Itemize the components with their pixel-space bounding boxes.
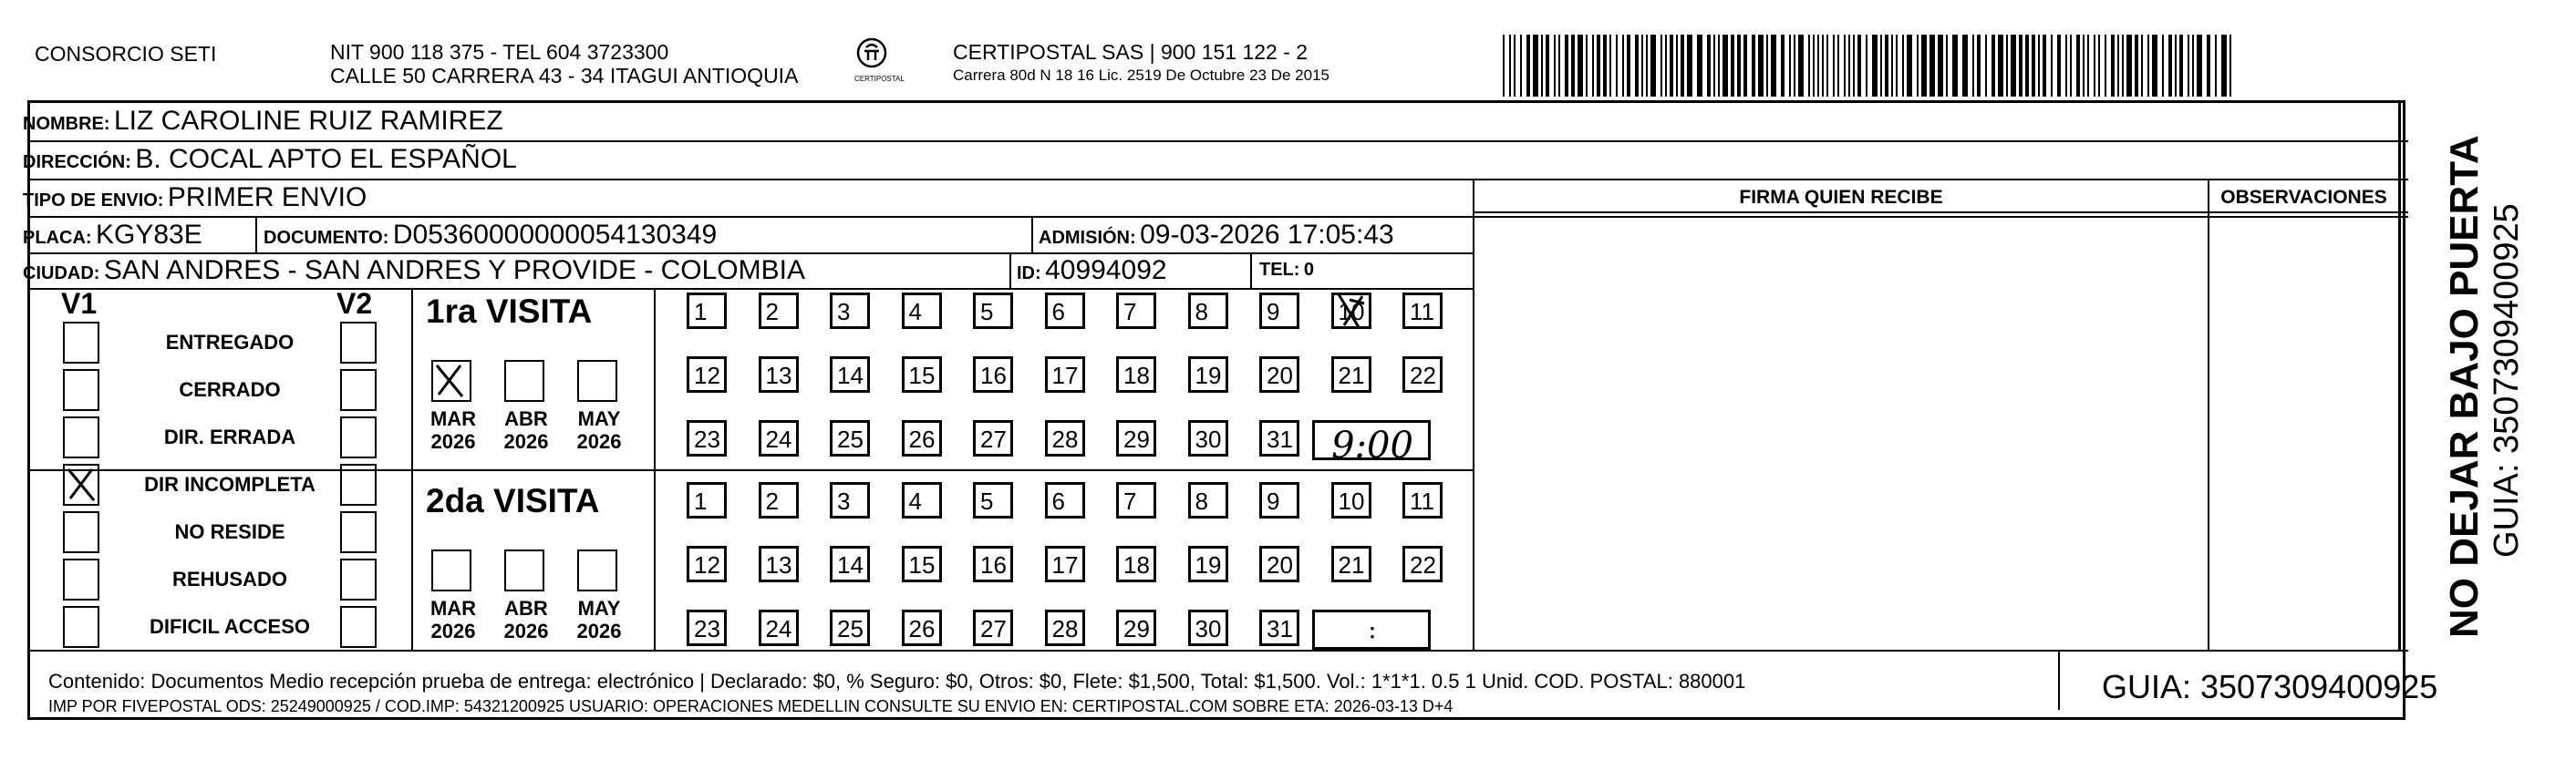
day-number: 11	[1410, 298, 1434, 325]
day-number: 2	[765, 298, 779, 325]
month-year: 2026	[430, 620, 476, 642]
day-number: 30	[1195, 426, 1222, 453]
tipo-row	[23, 182, 367, 213]
month-year: 2026	[576, 620, 622, 642]
v2-checkbox[interactable]	[340, 606, 377, 648]
direccion-row	[23, 144, 517, 175]
day-number: 12	[694, 551, 720, 579]
day-box[interactable]	[973, 356, 1013, 393]
day-number: 27	[980, 426, 1007, 453]
v2-checkbox[interactable]	[340, 322, 377, 364]
v2-checkbox[interactable]	[340, 559, 377, 601]
id-label: ID:	[1017, 263, 1041, 283]
day-box[interactable]	[1259, 546, 1299, 582]
day-number: 19	[1195, 551, 1222, 579]
day-box[interactable]	[759, 293, 799, 329]
day-box[interactable]	[830, 420, 870, 457]
month-name: MAR	[429, 597, 477, 620]
day-number: 17	[1051, 362, 1079, 389]
day-box[interactable]	[1259, 610, 1299, 646]
v2-checkbox[interactable]	[340, 369, 377, 411]
placa-value: KGY83E	[96, 220, 202, 250]
day-box[interactable]	[1188, 482, 1228, 519]
day-box[interactable]	[759, 356, 799, 393]
day-box[interactable]	[1331, 293, 1371, 329]
day-box[interactable]	[973, 420, 1013, 457]
day-box[interactable]	[759, 610, 799, 646]
day-number: 4	[908, 488, 922, 515]
day-box[interactable]	[1188, 546, 1228, 582]
footer-guia-value: GUIA: 3507309400925	[2102, 668, 2438, 705]
day-number: 21	[1338, 362, 1365, 389]
state-label: ENTREGADO	[165, 331, 295, 354]
admision-label: ADMISIÓN:	[1039, 228, 1136, 248]
day-number: 19	[1195, 362, 1222, 389]
day-box[interactable]	[759, 482, 799, 519]
day-number: 26	[908, 426, 936, 453]
day-number: 31	[1267, 426, 1293, 453]
day-box[interactable]	[973, 610, 1013, 646]
day-box[interactable]	[1188, 610, 1228, 646]
day-number: 27	[980, 615, 1007, 642]
day-box[interactable]	[973, 293, 1013, 329]
license-line: Carrera 80d N 18 16 Lic. 2519 De Octubre 23 De 2015	[953, 67, 1329, 84]
day-box[interactable]	[902, 546, 942, 582]
day-box[interactable]	[687, 293, 727, 329]
day-box[interactable]	[759, 546, 799, 582]
day-number: 25	[837, 615, 864, 642]
day-number: 22	[1410, 551, 1436, 579]
observaciones-header: OBSERVACIONES	[2220, 187, 2387, 208]
day-number: 1	[694, 488, 708, 515]
day-number: 1	[694, 298, 708, 325]
first-visit-title: 1ra VISITA	[426, 293, 593, 330]
day-number: 9	[1267, 298, 1280, 325]
ciudad-value: SAN ANDRES - SAN ANDRES Y PROVIDE - COLOMBIA	[103, 255, 805, 285]
v2-checkbox[interactable]	[340, 511, 377, 553]
documento-row	[264, 220, 717, 251]
day-number: 25	[837, 426, 864, 453]
v1-header: V1	[61, 287, 98, 320]
month-label	[572, 407, 626, 453]
day-number: 21	[1338, 551, 1365, 579]
footer-print-info: IMP POR FIVEPOSTAL ODS: 25249000925 / COD.IMP: 54321200925 USUARIO: OPERACIONES MEDELLIN CONSULTE SU ENVIO EN: CERTIPOSTAL.COM SOBRE ETA: 2026-03-13 D+4	[48, 697, 1454, 715]
admision-row	[1039, 220, 1394, 251]
day-box[interactable]	[1116, 356, 1156, 393]
month-year: 2026	[576, 430, 622, 453]
state-label: DIFICIL ACCESO	[149, 615, 310, 638]
admision-value: 09-03-2026 17:05:43	[1140, 220, 1394, 250]
month-checkbox[interactable]	[577, 360, 617, 402]
day-box[interactable]	[1259, 356, 1299, 393]
direccion-value: B. COCAL APTO EL ESPAÑOL	[135, 144, 517, 174]
day-number: 2	[765, 488, 779, 515]
month-name: ABR	[504, 407, 548, 430]
id-row	[1017, 255, 1167, 286]
day-box[interactable]	[1045, 420, 1085, 457]
day-number: 20	[1267, 551, 1293, 579]
v1-checkbox[interactable]	[63, 322, 99, 364]
address-line: CALLE 50 CARRERA 43 - 34 ITAGUI ANTIOQUIA	[330, 64, 799, 87]
day-box[interactable]	[973, 482, 1013, 519]
month-label	[499, 597, 553, 642]
delivery-form	[23, 100, 2438, 720]
day-box[interactable]	[1402, 356, 1443, 393]
month-name: MAY	[577, 597, 621, 620]
month-checkbox[interactable]	[577, 549, 617, 591]
v1-checkbox[interactable]	[63, 511, 99, 553]
day-number: 10	[1338, 298, 1365, 325]
certipostal-line: CERTIPOSTAL SAS | 900 151 122 - 2	[953, 40, 1309, 64]
tel-label: TEL:	[1259, 260, 1300, 280]
visit-time: 9:00	[1331, 425, 1413, 467]
day-number: 6	[1051, 488, 1065, 515]
day-number: 4	[908, 298, 922, 325]
state-label: REHUSADO	[172, 568, 287, 591]
month-label	[572, 597, 626, 642]
documento-label: DOCUMENTO:	[264, 228, 389, 248]
month-name: ABR	[504, 597, 548, 620]
no-dejar-notice: NO DEJAR BAJO PUERTA	[2442, 135, 2487, 638]
month-checkbox[interactable]	[504, 549, 544, 591]
visit-time-box[interactable]	[1312, 420, 1431, 467]
day-number: 16	[980, 551, 1007, 579]
company-name: CONSORCIO SETI	[35, 42, 217, 66]
day-box[interactable]	[1259, 420, 1299, 457]
day-box[interactable]	[1045, 356, 1085, 393]
day-box[interactable]	[1331, 356, 1371, 393]
day-number: 3	[837, 488, 851, 515]
day-number: 28	[1051, 426, 1079, 453]
day-number: 6	[1051, 298, 1065, 325]
nombre-value: LIZ CAROLINE RUIZ RAMIREZ	[114, 106, 503, 136]
day-number: 13	[765, 551, 792, 579]
tel-value: 0	[1303, 260, 1315, 280]
day-box[interactable]	[1116, 293, 1156, 329]
day-box[interactable]	[687, 356, 727, 393]
day-number: 29	[1123, 615, 1150, 642]
day-box[interactable]	[1045, 610, 1085, 646]
day-number: 31	[1267, 615, 1293, 642]
ciudad-row	[23, 255, 805, 286]
firma-header: FIRMA QUIEN RECIBE	[1739, 187, 1943, 208]
day-box[interactable]	[1259, 482, 1299, 519]
day-number: 14	[837, 362, 864, 389]
day-box[interactable]	[1116, 610, 1156, 646]
v1-checkbox[interactable]	[63, 606, 99, 648]
month-name: MAR	[429, 407, 477, 430]
day-box[interactable]	[1402, 293, 1443, 329]
day-number: 7	[1123, 488, 1137, 515]
month-year: 2026	[503, 620, 549, 642]
certipostal-logo-icon	[854, 36, 905, 89]
day-box[interactable]	[1402, 546, 1443, 582]
day-number: 8	[1195, 298, 1208, 325]
month-checkbox[interactable]	[504, 360, 544, 402]
day-number: 15	[908, 551, 936, 579]
certipostal-info	[953, 40, 1329, 87]
v1-checkbox[interactable]	[63, 416, 99, 458]
day-number: 9	[1267, 488, 1280, 515]
day-box[interactable]	[1188, 356, 1228, 393]
day-box[interactable]	[830, 546, 870, 582]
day-box[interactable]	[1331, 546, 1371, 582]
day-number: 3	[837, 298, 851, 325]
day-box[interactable]	[830, 356, 870, 393]
day-box[interactable]	[687, 610, 727, 646]
day-box[interactable]	[1188, 420, 1228, 457]
day-number: 13	[765, 362, 792, 389]
day-number: 14	[837, 551, 864, 579]
day-box[interactable]	[902, 420, 942, 457]
day-box[interactable]	[973, 546, 1013, 582]
day-number: 24	[765, 615, 792, 642]
day-box[interactable]	[1045, 293, 1085, 329]
barcode-icon	[1503, 35, 2234, 97]
direccion-label: DIRECCIÓN:	[23, 152, 131, 172]
v2-checkbox[interactable]	[340, 464, 377, 506]
placa-label: PLACA:	[23, 228, 92, 248]
state-label: CERRADO	[179, 378, 281, 401]
month-label	[499, 407, 553, 453]
day-number: 29	[1123, 426, 1150, 453]
day-box[interactable]	[902, 356, 942, 393]
day-number: 26	[908, 615, 936, 642]
tel-row	[1259, 260, 1314, 281]
month-label	[426, 407, 481, 453]
day-box[interactable]	[1116, 482, 1156, 519]
visit-time: :	[1368, 614, 1377, 644]
logo-text: CERTIPOSTAL	[854, 75, 905, 83]
day-number: 10	[1338, 488, 1365, 515]
day-box[interactable]	[1402, 482, 1443, 519]
day-box[interactable]	[687, 546, 727, 582]
day-number: 5	[980, 298, 994, 325]
day-number: 12	[694, 362, 720, 389]
day-number: 15	[908, 362, 936, 389]
month-year: 2026	[503, 430, 549, 453]
day-box[interactable]	[902, 482, 942, 519]
v2-header: V2	[336, 287, 373, 320]
day-number: 5	[980, 488, 994, 515]
day-number: 24	[765, 426, 792, 453]
v1-checkbox[interactable]	[63, 369, 99, 411]
day-box[interactable]	[1188, 293, 1228, 329]
day-number: 17	[1051, 551, 1079, 579]
day-number: 18	[1123, 362, 1150, 389]
day-box[interactable]	[830, 482, 870, 519]
id-value: 40994092	[1045, 255, 1167, 285]
day-box[interactable]	[1331, 482, 1371, 519]
month-label	[426, 597, 481, 642]
second-visit-title: 2da VISITA	[426, 482, 600, 519]
day-number: 20	[1267, 362, 1293, 389]
visit-time-box[interactable]	[1312, 610, 1431, 650]
day-box[interactable]	[902, 610, 942, 646]
ciudad-label: CIUDAD:	[23, 263, 100, 283]
month-checkbox[interactable]	[431, 549, 471, 591]
day-box[interactable]	[687, 482, 727, 519]
documento-value: D05360000000054130349	[392, 220, 718, 250]
day-box[interactable]	[1045, 546, 1085, 582]
v1-checkbox[interactable]	[63, 464, 99, 506]
side-guia: GUIA: 3507309400925	[2488, 203, 2526, 558]
v1-checkbox[interactable]	[63, 559, 99, 601]
day-box[interactable]	[1259, 293, 1299, 329]
day-number: 22	[1410, 362, 1436, 389]
state-label: DIR INCOMPLETA	[144, 473, 316, 496]
nombre-label: NOMBRE:	[23, 114, 110, 134]
day-box[interactable]	[759, 420, 799, 457]
day-number: 23	[694, 426, 720, 453]
day-box[interactable]	[1116, 546, 1156, 582]
day-number: 18	[1123, 551, 1150, 579]
day-number: 30	[1195, 615, 1222, 642]
footer-contents: Contenido: Documentos Medio recepción prueba de entrega: electrónico | Declarado: $0, % Seguro: $0, Otros: $0, Flete: $1,500, Total: $1,500. Vol.: 1*1*1. 0.5 1 Unid. COD. POSTAL: 880001	[48, 670, 1746, 693]
footer-guia	[2058, 662, 2470, 721]
tipo-value: PRIMER ENVIO	[167, 182, 367, 212]
tipo-label: TIPO DE ENVIO:	[23, 190, 164, 211]
state-label: DIR. ERRADA	[163, 426, 296, 448]
state-label: NO RESIDE	[174, 520, 285, 543]
v2-checkbox[interactable]	[340, 416, 377, 458]
nombre-row	[23, 106, 503, 137]
day-box[interactable]	[830, 610, 870, 646]
day-number: 7	[1123, 298, 1137, 325]
day-box[interactable]	[830, 293, 870, 329]
placa-row	[23, 220, 202, 251]
day-number: 11	[1410, 488, 1434, 515]
day-number: 23	[694, 615, 720, 642]
day-box[interactable]	[1045, 482, 1085, 519]
day-box[interactable]	[902, 293, 942, 329]
day-number: 16	[980, 362, 1007, 389]
month-checkbox[interactable]	[431, 360, 471, 402]
month-name: MAY	[577, 407, 621, 430]
month-year: 2026	[430, 430, 476, 453]
nit-line: NIT 900 118 375 - TEL 604 3723300	[330, 40, 669, 64]
day-number: 8	[1195, 488, 1208, 515]
day-number: 28	[1051, 615, 1079, 642]
company-contact	[330, 40, 798, 87]
day-box[interactable]	[1116, 420, 1156, 457]
day-box[interactable]	[687, 420, 727, 457]
